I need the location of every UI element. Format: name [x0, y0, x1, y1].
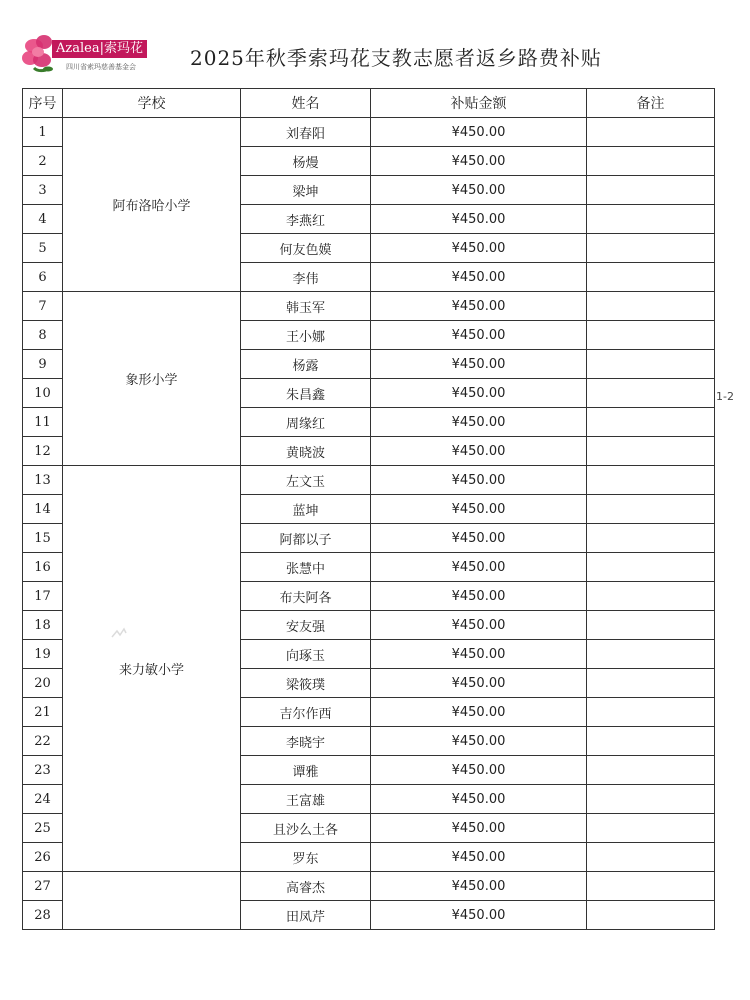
subsidy-amount: ¥450.00 — [371, 321, 587, 350]
volunteer-name: 刘春阳 — [241, 118, 371, 147]
volunteer-name: 张慧中 — [241, 553, 371, 582]
volunteer-name: 左文玉 — [241, 466, 371, 495]
volunteer-name: 李伟 — [241, 263, 371, 292]
row-number: 27 — [23, 872, 63, 901]
volunteer-name: 谭雅 — [241, 756, 371, 785]
volunteer-name: 何友色嫫 — [241, 234, 371, 263]
row-number: 7 — [23, 292, 63, 321]
table-row — [23, 118, 715, 147]
row-number: 17 — [23, 582, 63, 611]
note-cell — [587, 466, 715, 495]
row-number: 12 — [23, 437, 63, 466]
col-header-name: 姓名 — [241, 89, 371, 118]
subsidy-amount: ¥450.00 — [371, 118, 587, 147]
row-number: 26 — [23, 843, 63, 872]
subsidy-amount: ¥450.00 — [371, 814, 587, 843]
note-cell — [587, 611, 715, 640]
note-cell — [587, 727, 715, 756]
col-header-school: 学校 — [63, 89, 241, 118]
row-number: 8 — [23, 321, 63, 350]
subsidy-amount: ¥450.00 — [371, 350, 587, 379]
row-number: 14 — [23, 495, 63, 524]
note-cell — [587, 582, 715, 611]
volunteer-name: 王富雄 — [241, 785, 371, 814]
row-number: 28 — [23, 901, 63, 930]
note-cell — [587, 901, 715, 930]
subsidy-amount: ¥450.00 — [371, 669, 587, 698]
volunteer-name: 李燕红 — [241, 205, 371, 234]
subsidy-amount: ¥450.00 — [371, 698, 587, 727]
row-number: 4 — [23, 205, 63, 234]
volunteer-name: 周缘红 — [241, 408, 371, 437]
subsidy-amount: ¥450.00 — [371, 495, 587, 524]
note-cell — [587, 176, 715, 205]
subsidy-amount: ¥450.00 — [371, 524, 587, 553]
row-number: 23 — [23, 756, 63, 785]
volunteer-name: 布夫阿各 — [241, 582, 371, 611]
table-body — [23, 118, 715, 930]
page-title: 2025年秋季索玛花支教志愿者返乡路费补贴 — [190, 46, 602, 70]
note-cell — [587, 640, 715, 669]
row-number: 15 — [23, 524, 63, 553]
volunteer-name: 向琢玉 — [241, 640, 371, 669]
note-cell — [587, 379, 715, 408]
volunteer-name: 蓝坤 — [241, 495, 371, 524]
row-number: 11 — [23, 408, 63, 437]
row-number: 18 — [23, 611, 63, 640]
subsidy-amount: ¥450.00 — [371, 147, 587, 176]
volunteer-name: 杨露 — [241, 350, 371, 379]
row-number: 6 — [23, 263, 63, 292]
volunteer-name: 梁筱璞 — [241, 669, 371, 698]
school-cell: 象形小学 — [63, 292, 241, 466]
subsidy-amount: ¥450.00 — [371, 872, 587, 901]
note-cell — [587, 321, 715, 350]
subsidy-amount: ¥450.00 — [371, 379, 587, 408]
subsidy-amount: ¥450.00 — [371, 843, 587, 872]
subsidy-amount: ¥450.00 — [371, 437, 587, 466]
col-header-note: 备注 — [587, 89, 715, 118]
school-cell: 来力敏小学 — [63, 466, 241, 872]
note-cell — [587, 292, 715, 321]
subsidy-amount: ¥450.00 — [371, 176, 587, 205]
table-row — [23, 466, 715, 495]
logo-brand-text: Azalea|索玛花 — [52, 40, 147, 58]
volunteer-name: 安友强 — [241, 611, 371, 640]
volunteer-name: 韩玉军 — [241, 292, 371, 321]
note-cell — [587, 437, 715, 466]
volunteer-name: 高睿杰 — [241, 872, 371, 901]
row-number: 21 — [23, 698, 63, 727]
note-cell — [587, 785, 715, 814]
note-cell — [587, 814, 715, 843]
volunteer-name: 且沙么土各 — [241, 814, 371, 843]
table-row — [23, 872, 715, 901]
subsidy-amount: ¥450.00 — [371, 785, 587, 814]
volunteer-name: 王小娜 — [241, 321, 371, 350]
row-number: 2 — [23, 147, 63, 176]
school-cell: 阿布洛哈小学 — [63, 118, 241, 292]
volunteer-name: 黄晓波 — [241, 437, 371, 466]
foundation-logo — [20, 32, 180, 76]
note-cell — [587, 553, 715, 582]
note-cell — [587, 872, 715, 901]
note-cell — [587, 698, 715, 727]
subsidy-amount: ¥450.00 — [371, 727, 587, 756]
row-number: 24 — [23, 785, 63, 814]
subsidy-amount: ¥450.00 — [371, 263, 587, 292]
row-number: 5 — [23, 234, 63, 263]
volunteer-name: 阿都以子 — [241, 524, 371, 553]
row-number: 10 — [23, 379, 63, 408]
note-cell — [587, 669, 715, 698]
row-number: 3 — [23, 176, 63, 205]
subsidy-amount: ¥450.00 — [371, 756, 587, 785]
volunteer-name: 朱昌鑫 — [241, 379, 371, 408]
subsidy-amount: ¥450.00 — [371, 611, 587, 640]
volunteer-name: 田凤芹 — [241, 901, 371, 930]
row-number: 16 — [23, 553, 63, 582]
subsidy-amount: ¥450.00 — [371, 408, 587, 437]
margin-note: 1-2 — [716, 390, 734, 403]
col-header-number: 序号 — [23, 89, 63, 118]
logo-subtitle: 四川省索玛慈善基金会 — [66, 63, 136, 71]
row-number: 25 — [23, 814, 63, 843]
volunteer-name: 李晓宇 — [241, 727, 371, 756]
volunteer-name: 吉尔作西 — [241, 698, 371, 727]
row-number: 20 — [23, 669, 63, 698]
row-number: 22 — [23, 727, 63, 756]
table-row — [23, 292, 715, 321]
subsidy-amount: ¥450.00 — [371, 553, 587, 582]
school-cell — [63, 872, 241, 930]
row-number: 1 — [23, 118, 63, 147]
subsidy-amount: ¥450.00 — [371, 292, 587, 321]
subsidy-amount: ¥450.00 — [371, 466, 587, 495]
note-cell — [587, 408, 715, 437]
row-number: 19 — [23, 640, 63, 669]
volunteer-name: 罗东 — [241, 843, 371, 872]
volunteer-name: 梁坤 — [241, 176, 371, 205]
subsidy-amount: ¥450.00 — [371, 234, 587, 263]
note-cell — [587, 524, 715, 553]
note-cell — [587, 495, 715, 524]
table-header-row — [23, 89, 715, 118]
col-header-amount: 补贴金额 — [371, 89, 587, 118]
subsidy-amount: ¥450.00 — [371, 205, 587, 234]
subsidy-amount: ¥450.00 — [371, 640, 587, 669]
row-number: 13 — [23, 466, 63, 495]
subsidy-table — [22, 88, 715, 930]
subsidy-amount: ¥450.00 — [371, 582, 587, 611]
note-cell — [587, 118, 715, 147]
note-cell — [587, 147, 715, 176]
note-cell — [587, 205, 715, 234]
note-cell — [587, 756, 715, 785]
note-cell — [587, 234, 715, 263]
row-number: 9 — [23, 350, 63, 379]
subsidy-amount: ¥450.00 — [371, 901, 587, 930]
note-cell — [587, 263, 715, 292]
note-cell — [587, 350, 715, 379]
volunteer-name: 杨熳 — [241, 147, 371, 176]
note-cell — [587, 843, 715, 872]
